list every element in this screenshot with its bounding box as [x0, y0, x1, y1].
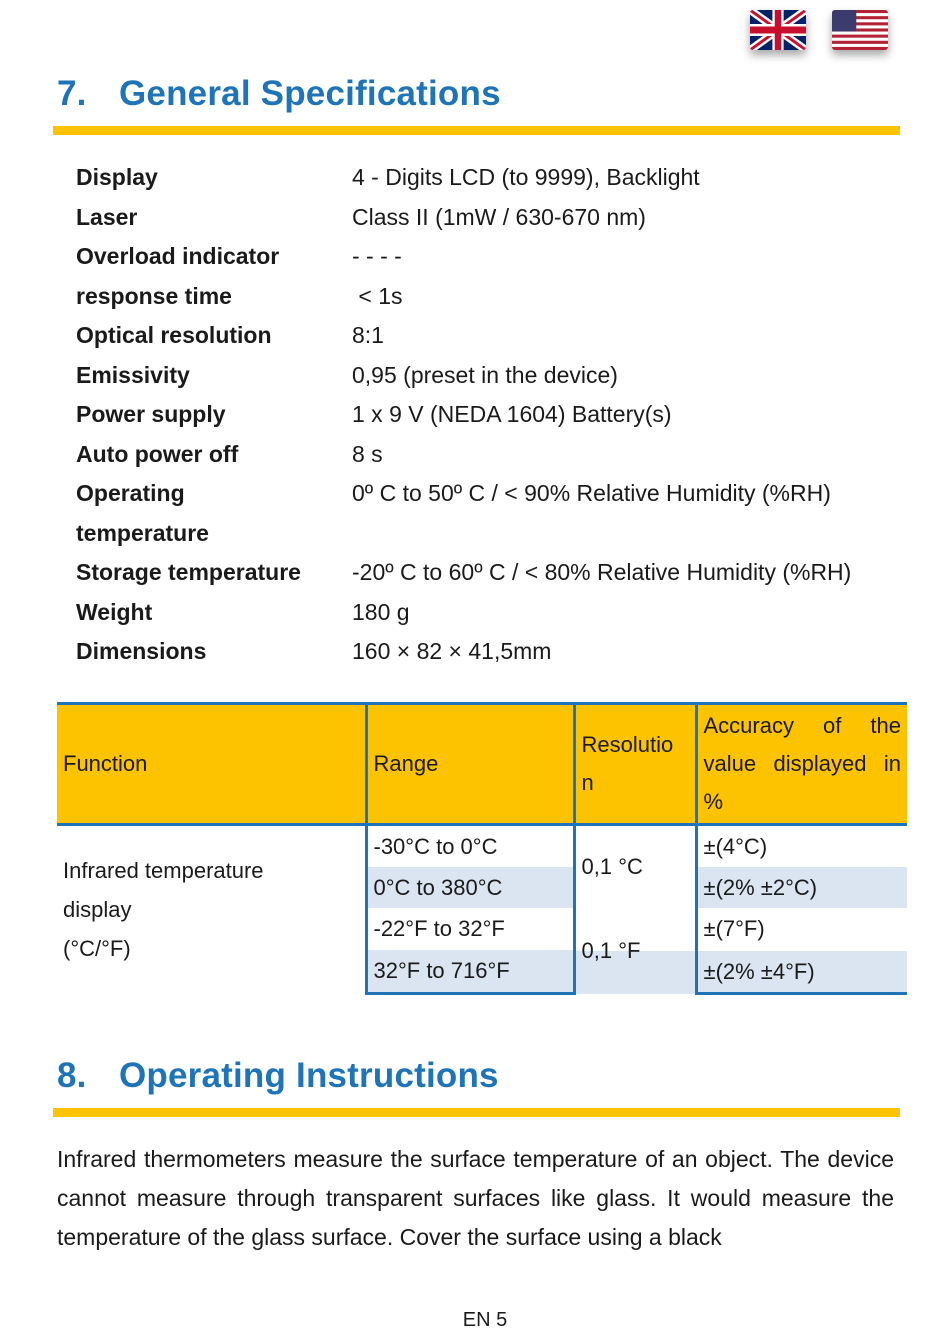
- header-resolution-line: Resolutio: [581, 732, 674, 757]
- spec-label: Power supply: [76, 401, 226, 427]
- header-accuracy-line: Accuracy of the: [703, 713, 901, 738]
- function-line: display: [63, 897, 132, 923]
- spec-row: [76, 395, 896, 435]
- spec-label: Laser: [76, 203, 138, 230]
- range-cell: -22°F to 32°F: [366, 908, 574, 950]
- spec-label: Operating: [76, 480, 185, 506]
- spec-value: -20º C to 60º C / < 80% Relative Humidity (%RH): [352, 559, 852, 585]
- header-resolution-line: n: [581, 770, 594, 795]
- spec-label: response time: [76, 282, 232, 309]
- spec-row: [76, 514, 896, 554]
- header-accuracy: [696, 704, 907, 825]
- spec-label: Auto power off: [76, 440, 239, 467]
- spec-label: Optical resolution: [76, 322, 272, 348]
- spec-label: Emissivity: [76, 361, 190, 388]
- section-number: 7.: [57, 74, 87, 113]
- resolution-cell: 0,1 °F: [574, 908, 696, 994]
- spec-value: 0,95 (preset in the device): [352, 361, 618, 388]
- section-heading-specifications: [57, 74, 501, 114]
- spec-label: Storage temperature: [76, 559, 301, 585]
- spec-label: temperature: [76, 519, 209, 546]
- page-number: EN 5: [462, 1309, 508, 1331]
- spec-row: [76, 277, 896, 317]
- spec-row: [76, 435, 896, 475]
- header-function: Function: [57, 704, 366, 825]
- instructions-paragraph: Infrared thermometers measure the surface temperature of an object. The device cannot measure through transparent surfaces like glass. It would measure the temperature of the glass surface. Cover the surface using a black: [57, 1146, 894, 1250]
- table-header-row: [57, 704, 907, 825]
- spec-value: 1 x 9 V (NEDA 1604) Battery(s): [352, 401, 672, 427]
- spec-value: Class II (1mW / 630-670 nm): [352, 203, 646, 230]
- spec-row: [76, 198, 896, 238]
- spec-value: [352, 514, 896, 554]
- function-line: (°C/°F): [63, 936, 131, 962]
- accuracy-cell: ±(2% ±4°F): [696, 950, 907, 994]
- range-cell: -30°C to 0°C: [366, 825, 574, 868]
- function-cell: [57, 825, 366, 994]
- specifications-list: [76, 158, 896, 672]
- accuracy-cell: ±(4°C): [696, 825, 907, 868]
- us-flag-icon[interactable]: [832, 10, 888, 50]
- spec-row: [76, 356, 896, 396]
- spec-value: 8:1: [352, 322, 384, 348]
- spec-row: [76, 474, 896, 514]
- spec-row: [76, 553, 896, 593]
- heading-underline: [53, 1108, 900, 1117]
- range-cell: 32°F to 716°F: [366, 950, 574, 994]
- accuracy-cell: ±(2% ±2°C): [696, 867, 907, 908]
- spec-value: 160 × 82 × 41,5mm: [352, 638, 552, 664]
- spec-value: < 1s: [352, 282, 403, 309]
- language-selector: [750, 10, 888, 50]
- function-table: [57, 702, 907, 995]
- spec-value: - - - -: [352, 243, 402, 269]
- spec-label: Display: [76, 164, 158, 190]
- section-number: 8.: [57, 1056, 87, 1095]
- spec-row: [76, 316, 896, 356]
- spec-row: [76, 593, 896, 633]
- accuracy-cell: ±(7°F): [696, 908, 907, 950]
- spec-value: 0º C to 50º C / < 90% Relative Humidity (%RH): [352, 480, 831, 506]
- heading-underline: [53, 126, 900, 135]
- spec-row: [76, 237, 896, 277]
- header-range: Range: [366, 704, 574, 825]
- uk-flag-icon[interactable]: [750, 10, 806, 50]
- function-line: Infrared temperature: [63, 858, 264, 884]
- range-cell: 0°C to 380°C: [366, 867, 574, 908]
- spec-value: 180 g: [352, 598, 410, 625]
- spec-row: [76, 158, 896, 198]
- section-heading-operating: [57, 1056, 499, 1096]
- spec-label: Weight: [76, 598, 153, 625]
- resolution-cell: 0,1 °C: [574, 825, 696, 909]
- spec-label: Overload indicator: [76, 243, 280, 269]
- section-title: Operating Instructions: [119, 1056, 499, 1095]
- header-accuracy-line: %: [703, 789, 724, 814]
- header-resolution: [574, 704, 696, 825]
- spec-label: Dimensions: [76, 638, 207, 664]
- section-title: General Specifications: [119, 74, 501, 113]
- table-row: [57, 825, 907, 868]
- spec-value: 4 - Digits LCD (to 9999), Backlight: [352, 164, 700, 190]
- spec-value: 8 s: [352, 440, 383, 467]
- spec-row: [76, 632, 896, 672]
- header-accuracy-line: value displayed in: [703, 751, 901, 776]
